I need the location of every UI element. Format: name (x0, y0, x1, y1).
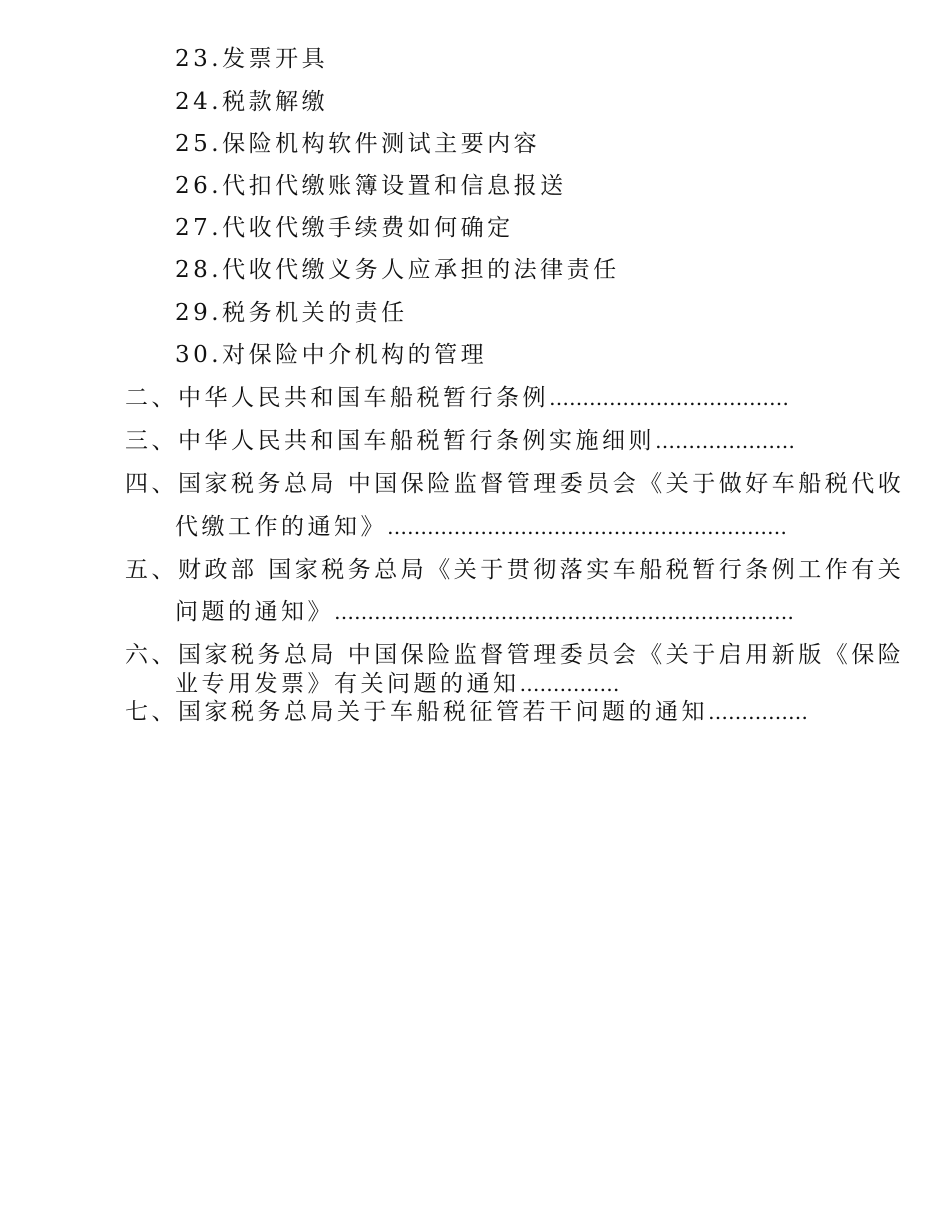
toc-leader-dots: …………………………………………………………… (334, 600, 794, 624)
toc-section-3 (125, 426, 795, 456)
toc-section-6: 六、国家税务总局 中国保险监督管理委员会《关于启用新版《保险 (125, 642, 905, 668)
toc-subitem-30: 30.对保险中介机构的管理 (175, 342, 488, 368)
toc-section-5-continued (175, 597, 794, 627)
toc-subitem-24: 24.税款解缴 (175, 89, 329, 115)
toc-section-title: 问题的通知》 (175, 599, 334, 625)
toc-section-4: 四、国家税务总局 中国保险监督管理委员会《关于做好车船税代收 (125, 471, 905, 497)
toc-leader-dots: …………… (519, 672, 620, 696)
toc-section-title: 代缴工作的通知》 (175, 514, 387, 540)
toc-leader-dots: ………………… (655, 429, 795, 453)
toc-section-4-continued (175, 512, 787, 542)
toc-section-title: 二、中华人民共和国车船税暂行条例 (125, 385, 549, 411)
toc-subitem-26: 26.代扣代缴账簿设置和信息报送 (175, 173, 567, 199)
toc-section-7 (125, 697, 808, 727)
toc-section-title: 业专用发票》有关问题的通知 (175, 671, 520, 697)
toc-section-6-continued (175, 669, 620, 699)
toc-subitem-28: 28.代收代缴义务人应承担的法律责任 (175, 257, 620, 283)
toc-section-title: 三、中华人民共和国车船税暂行条例实施细则 (125, 428, 655, 454)
toc-section-2 (125, 383, 789, 413)
toc-subitem-29: 29.税务机关的责任 (175, 300, 408, 326)
toc-leader-dots: …………………………………………………… (387, 515, 787, 539)
toc-subitem-27: 27.代收代缴手续费如何确定 (175, 215, 514, 241)
toc-leader-dots: …………… (708, 700, 808, 724)
toc-subitem-23: 23.发票开具 (175, 46, 329, 72)
toc-section-5: 五、财政部 国家税务总局《关于贯彻落实车船税暂行条例工作有关 (125, 557, 905, 583)
toc-leader-dots: ……………………………… (549, 386, 789, 410)
toc-subitem-25: 25.保险机构软件测试主要内容 (175, 131, 541, 157)
toc-section-title: 七、国家税务总局关于车船税征管若干问题的通知 (125, 699, 708, 725)
